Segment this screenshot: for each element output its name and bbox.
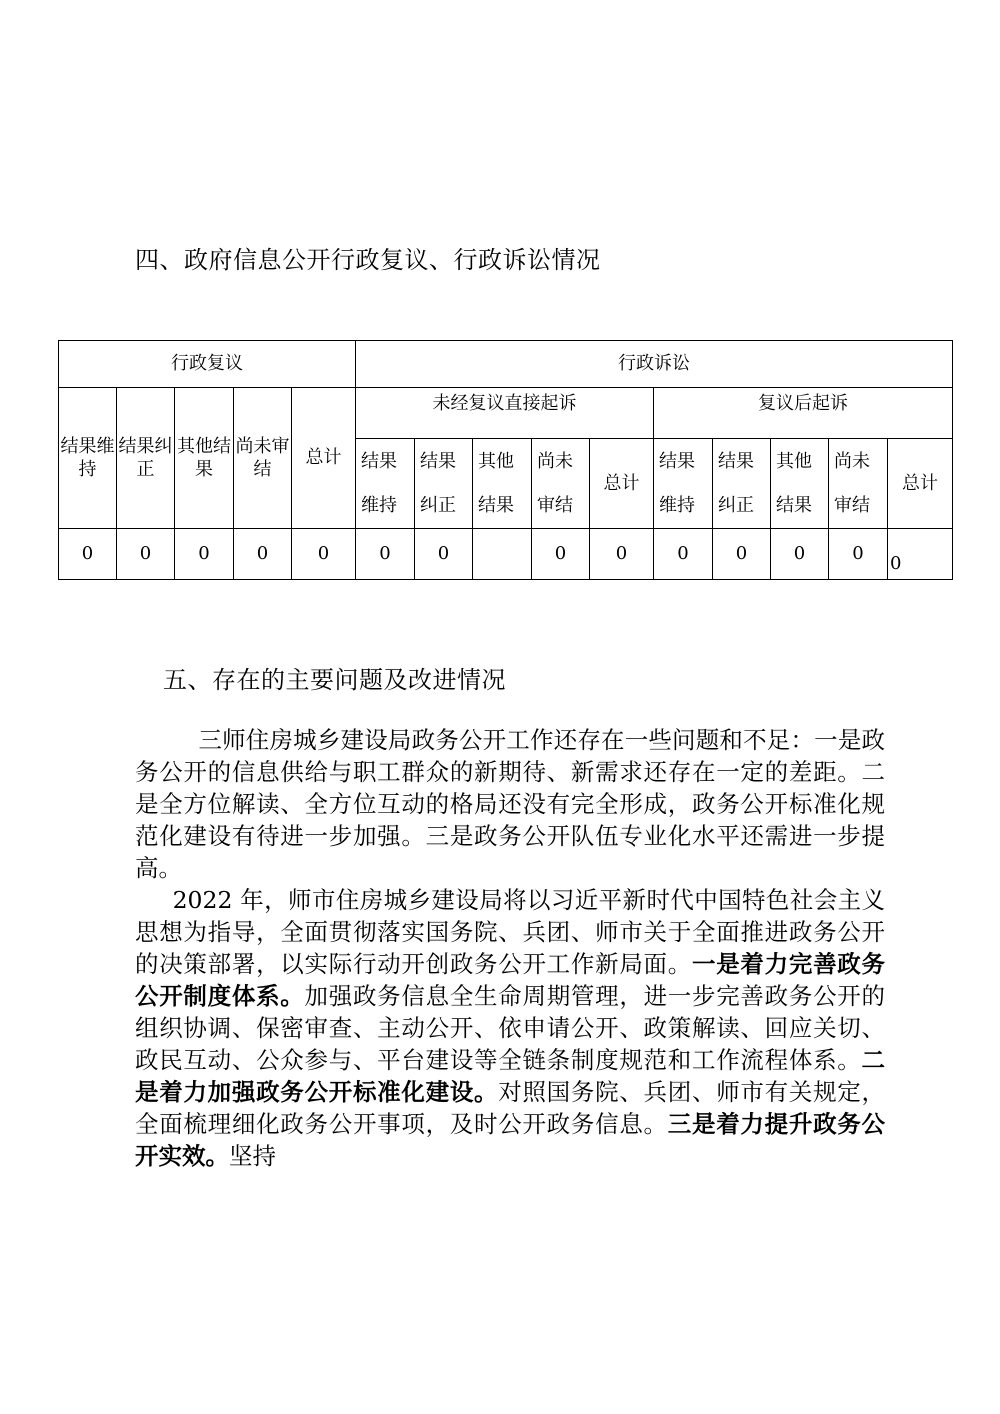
after-col-corrected: 结果纠正 <box>713 439 771 529</box>
section-5-heading: 五、存在的主要问题及改进情况 <box>163 666 506 694</box>
review-col-corrected: 结果纠正 <box>117 388 175 529</box>
review-col-other: 其他结果 <box>175 388 234 529</box>
review-col-total: 总计 <box>292 388 356 529</box>
direct-col-other: 其他结果 <box>473 439 532 529</box>
improvements-paragraph <box>135 884 885 1172</box>
after-col-total: 总计 <box>888 439 953 529</box>
after-review-suit-header: 复议后起诉 <box>654 388 953 439</box>
measure-3-text: 坚持 <box>229 1142 276 1170</box>
direct-col-pending: 尚未审结 <box>532 439 590 529</box>
value-cell: 0 <box>292 529 356 580</box>
value-cell: 0 <box>415 529 473 580</box>
value-cell: 0 <box>829 529 888 580</box>
after-col-other: 其他结果 <box>771 439 829 529</box>
value-cell: 0 <box>713 529 771 580</box>
measure-2-text: 对照国务院、兵团、师市有关规定，全面梳理细化政务公开事项，及时公开政务信息。 <box>135 1078 885 1138</box>
value-cell: 0 <box>356 529 415 580</box>
direct-col-total: 总计 <box>590 439 654 529</box>
review-col-pending: 尚未审结 <box>234 388 292 529</box>
review-litigation-table <box>58 340 953 580</box>
value-cell: 0 <box>532 529 590 580</box>
admin-litigation-header: 行政诉讼 <box>356 341 953 388</box>
admin-review-header: 行政复议 <box>59 341 356 388</box>
problems-paragraph: 三师住房城乡建设局政务公开工作还存在一些问题和不足：一是政务公开的信息供给与职工群众的新期待、新需求还存在一定的差距。二是全方位解读、全方位互动的格局还没有完全形成，政务公开标准化规范化建设有待进一步加强。三是政务公开队伍专业化水平还需进一步提高。 <box>135 726 885 882</box>
measure-1-title: 一是着力完善政务公开制度体系。 <box>135 950 886 1010</box>
after-col-pending: 尚未审结 <box>829 439 888 529</box>
measure-1-text: 加强政务信息全生命周期管理，进一步完善政务公开的组织协调、保密审查、主动公开、依申请公开、政策解读、回应关切、政民互动、公众参与、平台建设等全链条制度规范和工作流程体系。 <box>135 982 886 1074</box>
direct-suit-header: 未经复议直接起诉 <box>356 388 654 439</box>
value-cell: 0 <box>175 529 234 580</box>
measure-2-title: 二是着力加强政务公开标准化建设。 <box>135 1046 885 1106</box>
after-col-maintained: 结果维持 <box>654 439 713 529</box>
value-cell: 0 <box>888 529 953 580</box>
value-cell: 0 <box>590 529 654 580</box>
section-4-heading: 四、政府信息公开行政复议、行政诉讼情况 <box>135 246 601 274</box>
value-cell: 0 <box>771 529 829 580</box>
value-cell <box>473 529 532 580</box>
improvements-intro: 2022 年，师市住房城乡建设局将以习近平新时代中国特色社会主义思想为指导，全面贯彻落实国务院、兵团、师市关于全面推进政务公开的决策部署，以实际行动开创政务公开工作新局面。 <box>135 886 885 978</box>
value-cell: 0 <box>59 529 117 580</box>
section-5-body <box>135 724 885 1172</box>
direct-col-corrected: 结果纠正 <box>415 439 473 529</box>
value-cell: 0 <box>654 529 713 580</box>
measure-3-title: 三是着力提升政务公开实效。 <box>135 1110 886 1170</box>
direct-col-maintained: 结果维持 <box>356 439 415 529</box>
review-col-maintained: 结果维持 <box>59 388 117 529</box>
value-cell: 0 <box>117 529 175 580</box>
value-cell: 0 <box>234 529 292 580</box>
